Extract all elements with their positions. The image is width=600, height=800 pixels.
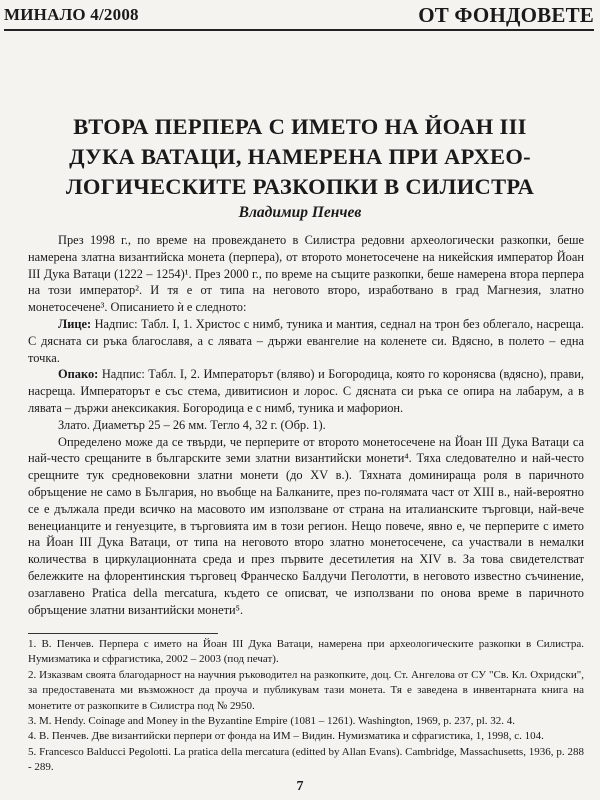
footnote: 3. M. Hendy. Coinage and Money in the Byzantine Empire (1081 – 1261). Washington, 1969, p. 237, pl. 32. 4.	[28, 715, 516, 728]
body-paragraph: Злато. Диаметър 25 – 26 мм. Тегло 4, 32 г. (Обр. 1).	[58, 417, 326, 432]
footnote: 5. Francesco Balducci Pegolotti. La pratica della mercatura (editted by Allan Evans). Cambridge, Massachusetts, 1936, p. 288 - 289.	[28, 745, 584, 774]
body-paragraph: През 1998 г., по време на провеждането в Силистра редовни археологически разкопки, беше намерена златна византийска монета (перпера), от второто монетосечене на никейския император Йоан III Дука Ватаци (1222 – 1254)¹. През 2000 г., по време на същите разкопки, беше намерена втора перпера на този император². И тя е от типа на неговото второ, изработвано в град Магнезия, златно монетосечене³. Описанието ѝ е следното:	[28, 233, 584, 315]
footnote: 1. В. Пенчев. Перпера с името на Йоан III Дука Ватаци, намерена при археологическите разкопки в Силистра. Нумизматика и сфрагистика, 2002 – 2003 (под печат).	[28, 638, 584, 666]
article-body	[28, 232, 584, 618]
reverse-text: Надпис: Табл. I, 2. Императорът (вляво) и Богородица, която го коронясва (вдясно), прави, насреща. Императорът е със стема, дивитисион и лорос. С дясната си ръка се опира на лабарум, а в лявата – държи анексикакия. Богородица е с нимб, туника и мафорион.	[28, 367, 584, 415]
body-paragraph: Определено може да се твърди, че перперите от второто монетосечене на Йоан III Дука Ватаци са най-често срещаните в българските земи златни византийски монети⁴. Тяха следователно и най-често срещните тук средновековни златни монети (до XV в.). Тяхната доминираща роля в паричното обръщение не само в България, но въобще на Балканите, през по-голямата част от XIII в., най-вероятно се е дължала преди всичко на масовото им използване от страна на италианските търговци, най-вече венецианците и генуезците, в търговията им в този регион. Нещо повече, явно е, че перперите с името на Йоан III Дука Ватаци, от типа на неговото второ златно монетосечене, са участвали в немалки количества в циркулационната среда и през първите десетилетия на XIV в. За това свидетелстват бележките на флорентинския търговец Франческо Балдучи Пеголотти, в неговото известно съчинение, озаглавено Pratica della mercatura, където се описват, че използвани по онова време в паричното обръщение златни византийски монети⁵.	[28, 434, 584, 617]
footnote: 4. В. Пенчев. Две византийски перпери от фонда на ИМ – Видин. Нумизматика и сфрагистика, 1, 1998, с. 104.	[28, 730, 544, 743]
title-line: ДУКА ВАТАЦИ, НАМЕРЕНА ПРИ АРХЕО-	[69, 144, 531, 169]
reverse-description	[28, 366, 584, 416]
reverse-label: Опако:	[58, 367, 99, 382]
obverse-text: Надпис: Табл. I, 1. Христос с нимб, туника и мантия, седнал на трон без облегало, насреща. С дясната си ръка благославя, а с лявата – държи евангелие на коленете си. Вдясно, в полето – една точка.	[28, 316, 584, 365]
obverse-label: Лице:	[58, 316, 92, 331]
journal-issue: МИНАЛО 4/2008	[4, 5, 139, 24]
article-author: Владимир Пенчев	[238, 204, 362, 221]
section-name: ОТ ФОНДОВЕТЕ	[418, 2, 594, 27]
header-divider	[4, 29, 594, 31]
title-line: ЛОГИЧЕСКИТЕ РАЗКОПКИ В СИЛИСТРА	[65, 174, 535, 199]
footnote-divider	[28, 633, 218, 634]
title-line: ВТОРА ПЕРПЕРА С ИМЕТО НА ЙОАН III	[73, 114, 527, 139]
footnotes	[28, 637, 584, 776]
page-number: 7	[296, 779, 304, 794]
footnote: 2. Изказвам своята благодарност на научния ръководител на разкопките, доц. Ст. Ангелова от СУ "Св. Кл. Охридски", за предоставената ми възможност да проуча и публикувам тази монета. Тя е заведена в инвентарната книга на монетите от разкопките в Силистра под № 2950.	[28, 668, 584, 712]
article-title	[20, 112, 580, 202]
obverse-description	[28, 316, 584, 366]
running-header	[4, 2, 594, 28]
